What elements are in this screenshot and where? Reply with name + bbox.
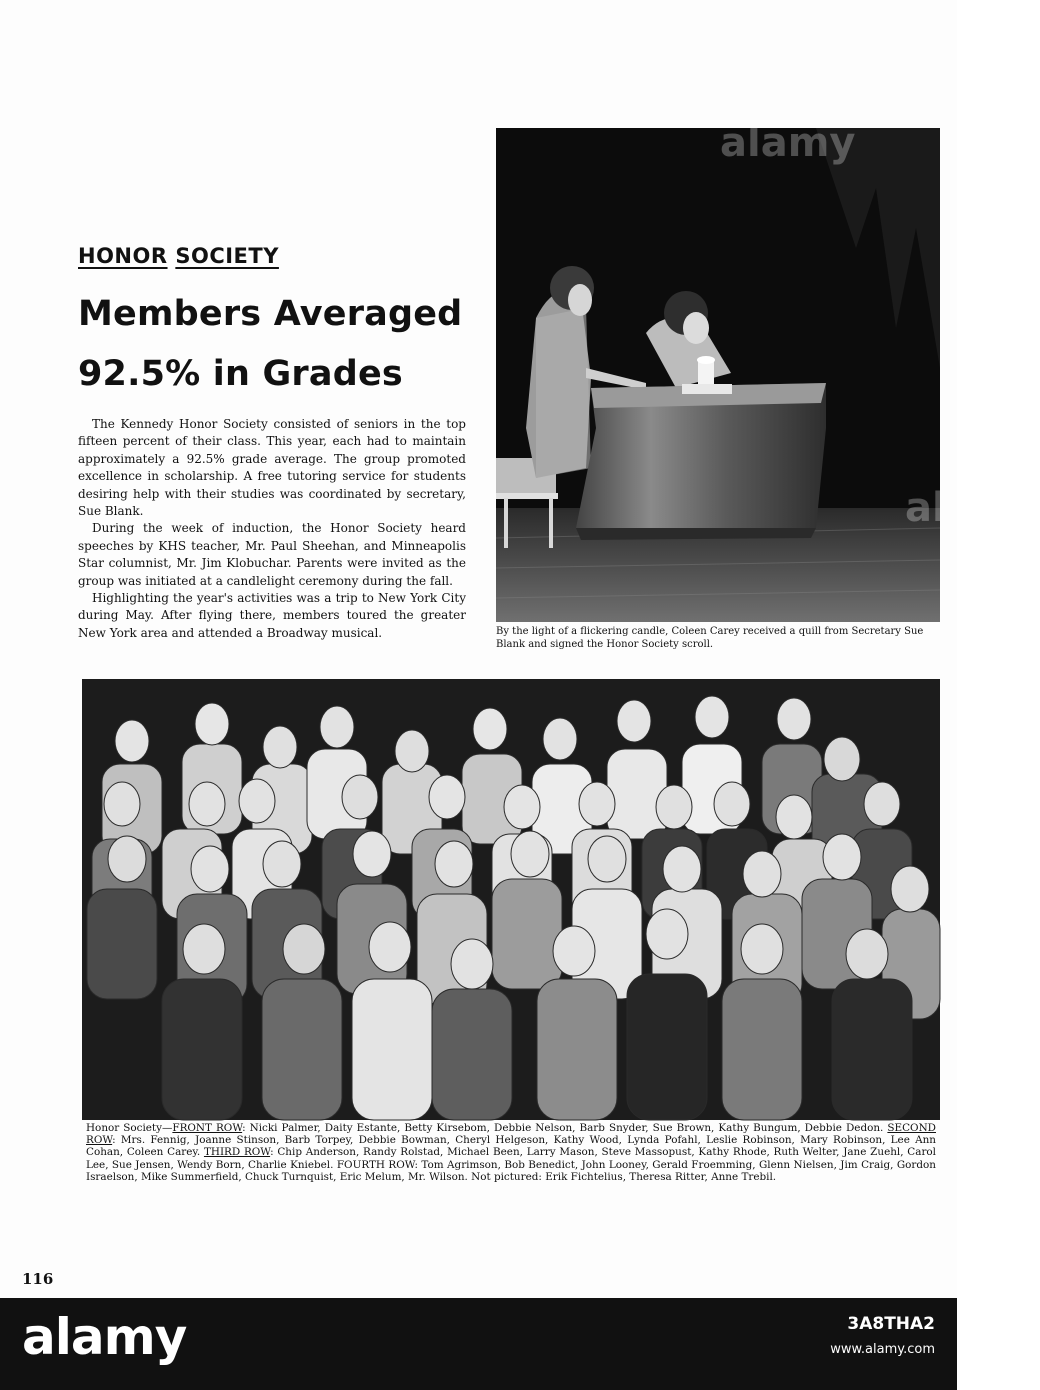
kicker-word-honor: HONOR — [78, 244, 168, 268]
front-row-label: FRONT ROW — [172, 1122, 243, 1134]
third-and-fourth-row-names: : Chip Anderson, Randy Rolstad, Michael Been, Larry Mason, Steve Massopust, Kathy Rhode, Ruth Welter, Jane Zuehl, Carol Lee, Sue Jensen, Wendy Born, Charlie Kniebel. FOURTH ROW: Tom Agrimson, Bob Benedict, John Looney, Gerald Froemming, Glenn Nielsen, Jim Craig, Gordon Israelson, Mike Summerfield, Chuck Turnquist, Eric Melum, Mr. Wilson. Not pictured: Erik Fichtelius, Theresa Ritter, Anne Trebil. — [86, 1146, 936, 1183]
article-body — [78, 416, 466, 642]
stock-footer — [0, 1298, 957, 1390]
article-paragraph: The Kennedy Honor Society consisted of seniors in the top fifteen percent of their class. This year, each had to maintain approximately a 92.5% grade average. The group promoted excellence in scholarship. A free tutoring service for students desiring help with their studies was coordinated by secretary, Sue Blank. — [78, 417, 466, 519]
candle-photo-caption: By the light of a flickering candle, Coleen Carey received a quill from Secretary Sue Blank and signed the Honor Society scroll. — [496, 626, 924, 650]
caption-intro: Honor Society— — [86, 1122, 173, 1134]
stock-image-id: 3A8THA2 — [847, 1314, 935, 1334]
second-row-label: SECOND ROW — [86, 1122, 936, 1147]
watermark: alamy — [720, 120, 856, 166]
headline-line-2: 92.5% in Grades — [78, 354, 403, 394]
article-paragraph: Highlighting the year's activities was a trip to New York City during May. After flying there, members toured the greater New York area and attended a Broadway musical. — [78, 591, 466, 640]
article-paragraph: During the week of induction, the Honor Society heard speeches by KHS teacher, Mr. Paul Sheehan, and Minneapolis Star columnist, Mr. Jim Klobuchar. Parents were invited as the group was initiated at a candlelight ceremony during the fall. — [78, 521, 466, 588]
page-number: 116 — [22, 1270, 54, 1288]
second-row-names: : Mrs. Fennig, Joanne Stinson, Barb Torpey, Debbie Bowman, Cheryl Helgeson, Kathy Wood, Lynda Pofahl, Leslie Robinson, Mary Robinson, Lee Ann Cohan, Coleen Carey. — [86, 1134, 936, 1159]
front-row-names: : Nicki Palmer, Daity Estante, Betty Kirsebom, Debbie Nelson, Barb Snyder, Sue Brown, Kathy Bungum, Debbie Dedon. — [242, 1122, 888, 1134]
headline-line-1: Members Averaged — [78, 294, 463, 334]
section-kicker — [78, 244, 279, 268]
headline — [78, 284, 488, 404]
watermark: alamy — [905, 485, 1040, 531]
third-row-label: THIRD ROW — [203, 1146, 271, 1159]
kicker-word-society: SOCIETY — [175, 244, 279, 268]
stock-logo: alamy — [22, 1308, 187, 1366]
stock-url: www.alamy.com — [830, 1342, 935, 1357]
group-photo-caption — [86, 1122, 936, 1183]
candle-ceremony-photo — [496, 128, 940, 622]
group-photo — [82, 679, 940, 1120]
